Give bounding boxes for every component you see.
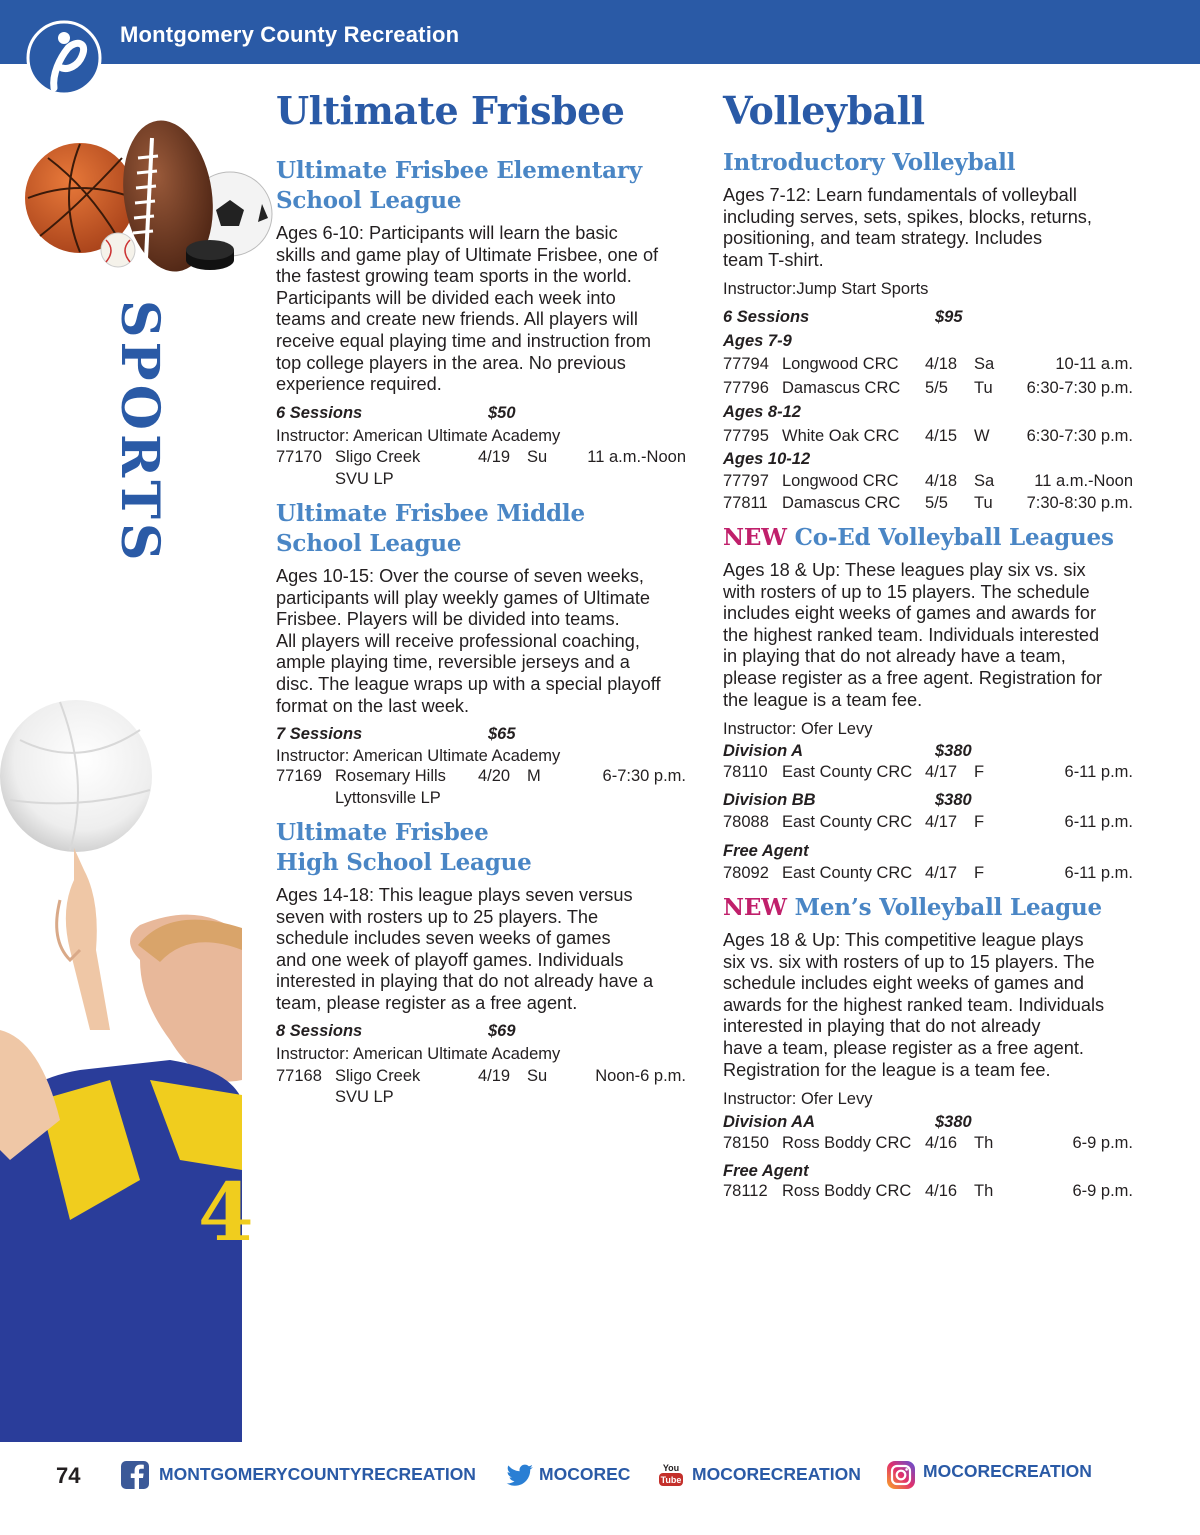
instagram-icon[interactable] bbox=[886, 1460, 916, 1490]
youtube-icon[interactable] bbox=[656, 1460, 686, 1490]
elementary-instructor: Instructor: American Ultimate Academy bbox=[276, 427, 561, 445]
course-row[interactable]: 77169 Rosemary Hills 4/20 M 6-7:30 p.m. bbox=[276, 767, 686, 785]
section-vertical-label bbox=[108, 300, 178, 565]
elementary-sessions-row: 6 Sessions $50 bbox=[276, 404, 516, 422]
coed-volleyball-heading: NEW Co-Ed Volleyball Leagues bbox=[723, 524, 1114, 551]
mens-volleyball-heading: NEW Men’s Volleyball League bbox=[723, 894, 1102, 921]
course-row-location-detail: Lyttonsville LP bbox=[335, 789, 441, 807]
division-label-row: Free Agent bbox=[723, 1162, 809, 1180]
mens-volleyball-description: Ages 18 & Up: This competitive league plays six vs. six with rosters of up to 15 players. The schedule includes eight weeks of games and awards for the highest ranked team. Individuals interested in playing that do not already have a team, please register as a free agent. Registration for the league is a team fee. bbox=[723, 930, 1105, 1080]
twitter-link[interactable]: MOCOREC bbox=[539, 1464, 631, 1484]
svg-text:Tube: Tube bbox=[660, 1475, 682, 1485]
division-label-row: Free Agent bbox=[723, 842, 809, 860]
middle-school-instructor: Instructor: American Ultimate Academy bbox=[276, 747, 561, 765]
elementary-league-heading: Ultimate Frisbee Elementary School League bbox=[276, 157, 642, 214]
volleyball-title: Volleyball bbox=[723, 88, 925, 133]
coed-volleyball-description: Ages 18 & Up: These leagues play six vs. six with rosters of up to 15 players. The schedule includes eight weeks of games and awards for the highest ranked team. Individuals interested in playing that do not already have a team, please register as a free agent. Registration for the league is a team fee. bbox=[723, 560, 1103, 710]
boy-spinning-volleyball-image bbox=[0, 700, 254, 1442]
course-row[interactable]: 78110 East County CRC 4/17 F 6-11 p.m. bbox=[723, 763, 1133, 781]
recreation-logo bbox=[24, 14, 104, 102]
elementary-league-description: Ages 6-10: Participants will learn the basic skills and game play of Ultimate Frisbee, one of the fastest growing team sports in the world. Participants will be divided each week into teams and create new friends. All players will receive equal playing time and instruction from top college players in the area. No previous experience required. bbox=[276, 223, 659, 395]
org-name: Montgomery County Recreation bbox=[120, 22, 460, 47]
course-row[interactable]: 77795 White Oak CRC 4/15 W 6:30-7:30 p.m. bbox=[723, 427, 1133, 445]
course-row[interactable]: 78092 East County CRC 4/17 F 6-11 p.m. bbox=[723, 864, 1133, 882]
course-row[interactable]: 78150 Ross Boddy CRC 4/16 Th 6-9 p.m. bbox=[723, 1134, 1133, 1152]
twitter-icon[interactable] bbox=[505, 1460, 535, 1490]
new-badge: NEW bbox=[723, 894, 787, 921]
high-school-league-description: Ages 14-18: This league plays seven versus seven with rosters up to 25 players. The schedule includes seven weeks of games and one week of playoff games. Individuals interested in playing that do not already have a team, please register as a free agent. bbox=[276, 885, 654, 1013]
facebook-icon[interactable] bbox=[120, 1460, 150, 1490]
age-group-label: Ages 7-9 bbox=[723, 332, 792, 350]
middle-school-league-description: Ages 10-15: Over the course of seven weeks, participants will play weekly games of Ultimate Frisbee. Players will be divided into teams. All players will receive professional coaching, ample playing time, reversible jerseys and a disc. The league wraps up with a special playoff format on the last week. bbox=[276, 566, 661, 716]
ultimate-frisbee-title: Ultimate Frisbee bbox=[276, 88, 625, 133]
instagram-link[interactable]: MOCORECREATION bbox=[923, 1461, 1092, 1481]
course-row-location-detail: SVU LP bbox=[335, 1088, 394, 1106]
footer bbox=[0, 1450, 1200, 1500]
age-group-label: Ages 8-12 bbox=[723, 403, 801, 421]
new-badge: NEW bbox=[723, 524, 787, 551]
middle-school-sessions-row: 7 Sessions $65 bbox=[276, 725, 516, 743]
middle-school-league-heading: Ultimate Frisbee Middle School League bbox=[276, 500, 585, 557]
course-row[interactable]: 78088 East County CRC 4/17 F 6-11 p.m. bbox=[723, 813, 1133, 831]
course-row[interactable]: 77796 Damascus CRC 5/5 Tu 6:30-7:30 p.m. bbox=[723, 379, 1133, 397]
introductory-volleyball-description: Ages 7-12: Learn fundamentals of volleyball including serves, sets, spikes, blocks, returns, positioning, and team strategy. Includes team T-shirt. bbox=[723, 185, 1092, 270]
high-school-league-heading: Ultimate Frisbee High School League bbox=[276, 819, 532, 876]
sports-balls-image bbox=[18, 118, 268, 288]
course-row[interactable]: 77794 Longwood CRC 4/18 Sa 10-11 a.m. bbox=[723, 355, 1133, 373]
course-row[interactable]: 77811 Damascus CRC 5/5 Tu 7:30-8:30 p.m. bbox=[723, 494, 1133, 512]
course-row[interactable]: 77797 Longwood CRC 4/18 Sa 11 a.m.-Noon bbox=[723, 472, 1133, 490]
division-label-row: Division A $380 bbox=[723, 742, 972, 760]
introductory-volleyball-heading: Introductory Volleyball bbox=[723, 149, 1016, 176]
youtube-link[interactable]: MOCORECREATION bbox=[692, 1464, 861, 1484]
course-row[interactable]: 77170 Sligo Creek 4/19 Su 11 a.m.-Noon bbox=[276, 448, 686, 466]
course-row[interactable]: 77168 Sligo Creek 4/19 Su Noon-6 p.m. bbox=[276, 1067, 686, 1085]
facebook-link[interactable]: MONTGOMERYCOUNTYRECREATION bbox=[159, 1464, 476, 1484]
course-row[interactable]: 78112 Ross Boddy CRC 4/16 Th 6-9 p.m. bbox=[723, 1182, 1133, 1200]
division-label-row: Division BB $380 bbox=[723, 791, 972, 809]
introductory-sessions-row: 6 Sessions $95 bbox=[723, 308, 963, 326]
page-number: 74 bbox=[56, 1463, 81, 1488]
coed-instructor: Instructor: Ofer Levy bbox=[723, 720, 873, 738]
course-row-location-detail: SVU LP bbox=[335, 470, 394, 488]
introductory-instructor: Instructor:Jump Start Sports bbox=[723, 280, 929, 298]
age-group-label: Ages 10-12 bbox=[723, 450, 811, 468]
jersey-number: 4 bbox=[198, 1165, 254, 1259]
high-school-sessions-row: 8 Sessions $69 bbox=[276, 1022, 516, 1040]
mens-instructor: Instructor: Ofer Levy bbox=[723, 1090, 873, 1108]
high-school-instructor: Instructor: American Ultimate Academy bbox=[276, 1045, 561, 1063]
sports-label: SPORTS bbox=[109, 300, 170, 565]
header-bar bbox=[0, 0, 1200, 64]
svg-text:You: You bbox=[662, 1463, 680, 1473]
division-label-row: Division AA $380 bbox=[723, 1113, 972, 1131]
